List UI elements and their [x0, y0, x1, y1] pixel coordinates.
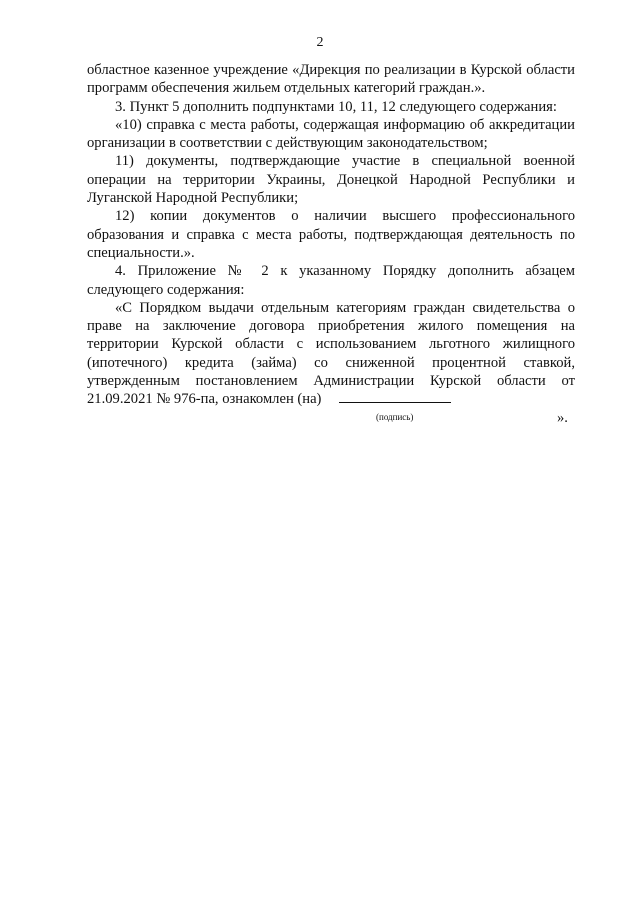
paragraph-subitem-10: «10) справка с места работы, содержащая информацию об аккредитации организации в соответствии с действующим законодательством; — [87, 116, 575, 152]
paragraph-item-4: 4. Приложение № 2 к указанному Порядку дополнить абзацем следующего содержания: — [87, 263, 575, 298]
signature-row — [87, 411, 575, 431]
document-body — [87, 61, 575, 431]
paragraph-subitem-11: 11) документы, подтверждающие участие в специальной военной операции на территории Украины, Донецкой Народной Республики и Луганской Народной Республики; — [87, 153, 575, 207]
paragraph-subitem-12: 12) копии документов о наличии высшего профессионального образования и справка с места работы, подтверждающая деятельность по специальности.». — [87, 208, 575, 261]
signature-caption: (подпись) — [376, 411, 414, 422]
page-number: 2 — [316, 35, 324, 50]
paragraph-item-3: 3. Пункт 5 дополнить подпунктами 10, 11, 12 следующего содержания: — [115, 98, 557, 115]
quote-text: «С Порядком выдачи отдельным категориям граждан свидетельства о праве на заключение договора приобретения жилого помещения на территории Курской области с использованием льготного жилищного (ипотечного) кредита (займа) со сниженной процентной ставкой, утвержденным постановлением Администрации Курской области от 21.09.2021 № 976-па, ознакомлен (на) — [87, 299, 575, 408]
closing-quote: ». — [557, 409, 568, 426]
paragraph-quote — [87, 299, 575, 409]
signature-line — [339, 390, 451, 403]
paragraph-continuation: областное казенное учреждение «Дирекция по реализации в Курской области программ обеспечения жильем отдельных категорий граждан.». — [87, 62, 575, 97]
